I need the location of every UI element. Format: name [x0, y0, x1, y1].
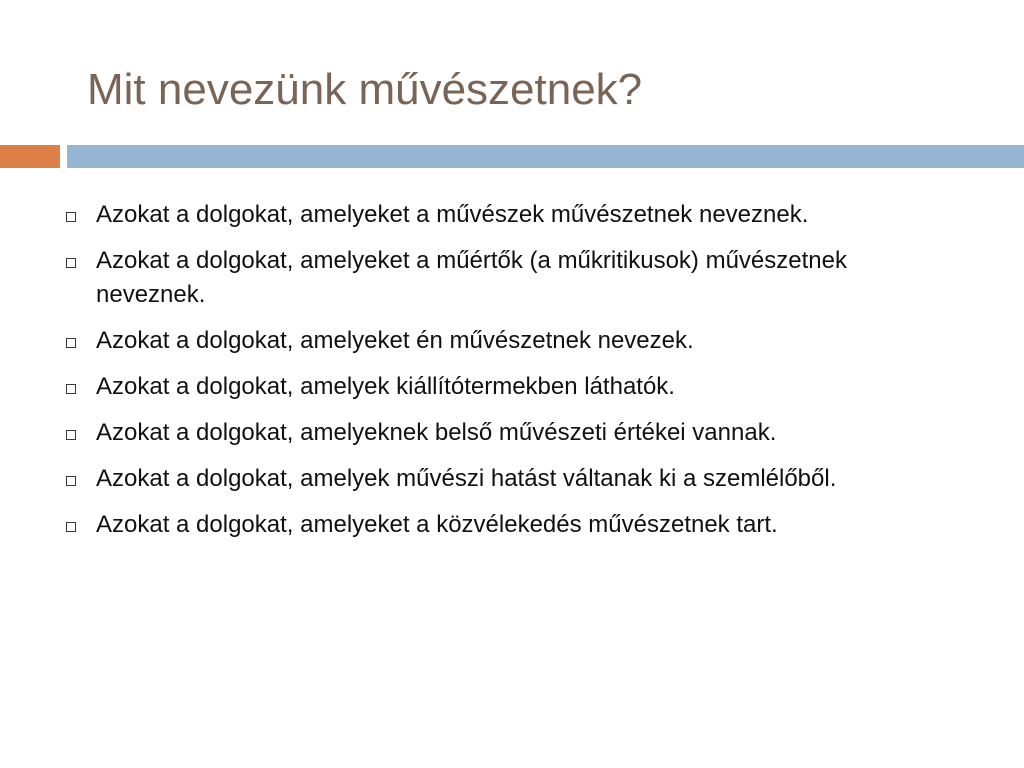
list-item [66, 508, 966, 542]
hollow-square-icon [66, 430, 76, 440]
accent-bar-left [0, 145, 60, 168]
bullet-text: Azokat a dolgokat, amelyeket a közvélekedés művészetnek tart. [96, 511, 778, 538]
hollow-square-icon [66, 258, 76, 268]
accent-bar-right [67, 145, 1024, 168]
list-item [66, 324, 966, 358]
bullet-list [66, 198, 966, 554]
list-item [66, 244, 966, 312]
bullet-text: Azokat a dolgokat, amelyek kiállítótermekben láthatók. [96, 373, 675, 400]
bullet-text: Azokat a dolgokat, amelyeket a művészek művészetnek neveznek. [96, 201, 809, 228]
list-item [66, 370, 966, 404]
bullet-text: Azokat a dolgokat, amelyeknek belső művészeti értékei vannak. [96, 419, 777, 446]
hollow-square-icon [66, 384, 76, 394]
list-item [66, 416, 966, 450]
hollow-square-icon [66, 338, 76, 348]
bullet-text: Azokat a dolgokat, amelyeket én művészetnek nevezek. [96, 327, 694, 354]
bullet-text: Azokat a dolgokat, amelyek művészi hatást váltanak ki a szemlélőből. [96, 465, 837, 492]
slide-title: Mit nevezünk művészetnek? [87, 65, 643, 114]
hollow-square-icon [66, 522, 76, 532]
bullet-text: Azokat a dolgokat, amelyeket a műértők (a műkritikusok) művészetnek neveznek. [96, 247, 847, 308]
hollow-square-icon [66, 212, 76, 222]
list-item [66, 462, 966, 496]
hollow-square-icon [66, 476, 76, 486]
list-item [66, 198, 966, 232]
